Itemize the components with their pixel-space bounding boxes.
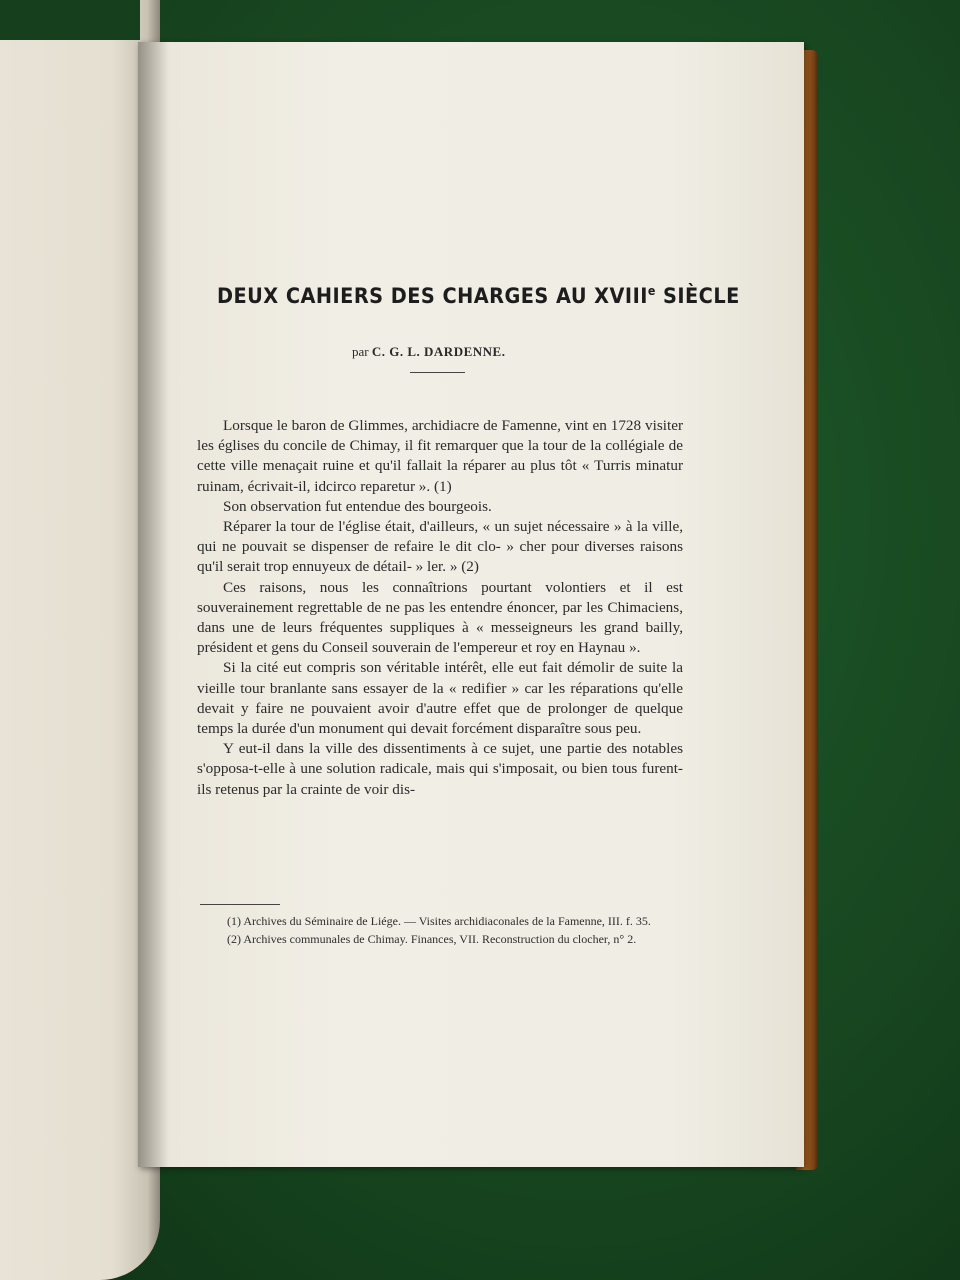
footnote: (1) Archives du Séminaire de Liége. — Visites archidiaconales de la Famenne, III. f. 35. — [227, 914, 651, 928]
paragraph: Ces raisons, nous les connaîtrions pourtant volontiers et il est souverainement regrettable de ne pas les entendre énoncer, par les Chimaciens, dans une de leurs fréquentes suppliques à « messeigneurs les grand bailly, président et gens du Conseil souverain de l'empereur et roy en Haynau ». — [197, 578, 683, 657]
facing-page-edge — [0, 0, 160, 1280]
author-line — [352, 344, 505, 360]
page-gutter-shadow — [138, 42, 168, 1167]
footnotes — [205, 912, 689, 948]
paragraph: Son observation fut entendue des bourgeois. — [223, 497, 492, 515]
article-title — [217, 284, 740, 308]
paragraph: Réparer la tour de l'église était, d'ailleurs, « un sujet nécessaire » à la ville, qui ne pouvait se dispenser de refaire le dit clo- » cher pour diverses raisons qu'il serait trop ennuyeux de détail- » ler. » (2) — [197, 518, 683, 576]
body-text — [197, 416, 683, 800]
paragraph: Y eut-il dans la ville des dissentiments à ce sujet, une partie des notables s'opposa-t-elle à une solution radicale, mais qui s'imposait, ou bien tous furent-ils retenus par la crainte de voir dis- — [197, 740, 683, 798]
author-prefix: par — [352, 344, 372, 359]
title-main: DEUX CAHIERS DES CHARGES AU XVIII — [217, 284, 648, 308]
paragraph: Si la cité eut compris son véritable intérêt, elle eut fait démolir de suite la vieille tour branlante sans essayer de la « redifier » car les réparations qu'elle devait y faire ne pouvaient avoir d'autre effet que de prolonger de quelque temps la durée d'un monument qui devait forcément disparaître sous peu. — [197, 659, 683, 738]
footnote: (2) Archives communales de Chimay. Finances, VII. Reconstruction du clocher, n° 2. — [227, 932, 637, 946]
title-divider — [410, 372, 465, 373]
paragraph: Lorsque le baron de Glimmes, archidiacre de Famenne, vint en 1728 visiter les églises du concile de Chimay, il fit remarquer que la tour de la collégiale de cette ville menaçait ruine et qu'il fallait la réparer au plus tôt « Turris minatur ruinam, écrivait-il, idcirco reparetur ». (1) — [197, 417, 683, 495]
title-superscript: e — [647, 284, 656, 298]
footnote-divider — [200, 904, 280, 905]
background-corner — [0, 0, 140, 40]
author-name: C. G. L. DARDENNE. — [371, 344, 506, 359]
title-end: SIÈCLE — [655, 284, 740, 308]
